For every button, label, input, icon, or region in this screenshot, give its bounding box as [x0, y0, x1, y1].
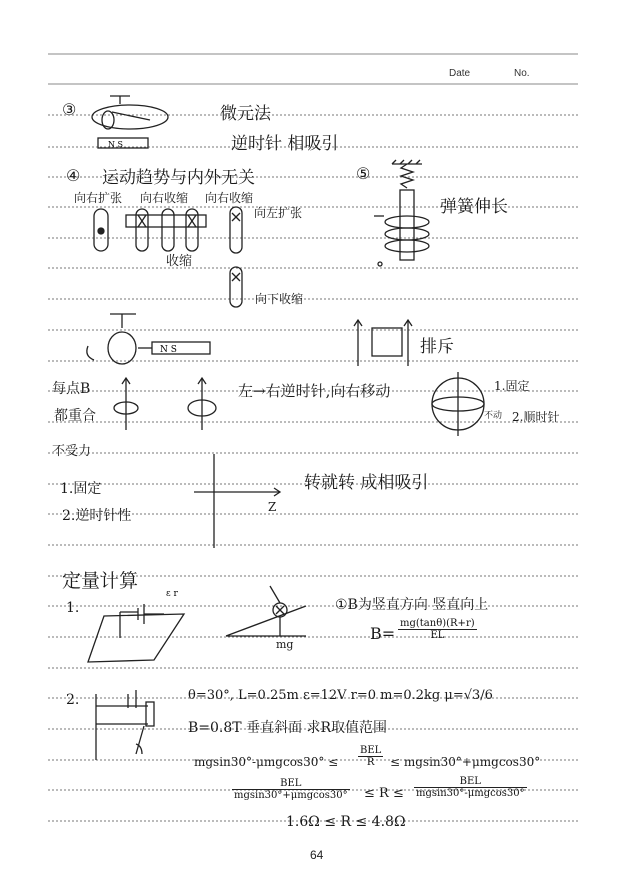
- p2-ineq2-den-b: mgsin30°-μmgcos30°: [416, 788, 525, 799]
- p1-number: 1.: [66, 600, 80, 616]
- p2-ineq2-mid: ≤ R ≤: [364, 786, 404, 801]
- p2-result: 1.6Ω ≤ R ≤ 4.8Ω: [286, 814, 406, 830]
- s2-sphere: [430, 370, 490, 440]
- p2-ineq2-fraction-a: [232, 778, 350, 801]
- item3-magnet: N S: [108, 140, 124, 149]
- s3-axis-label: Z: [268, 500, 277, 514]
- p2-ineq2-num-b: BEL: [414, 776, 527, 788]
- p1-condition: ①B为竖直方向 竖直向上: [335, 597, 489, 613]
- s3-item1: 1.固定: [60, 481, 102, 497]
- p2-given-1: θ=30°, L=0.25m ε=12V r=0 m=0.2kg μ=√3/6: [188, 688, 493, 703]
- item5-number: ⑤: [356, 164, 371, 183]
- item4-label-3: 向右收缩: [205, 191, 254, 205]
- item5-label: 弹簧伸长: [440, 197, 508, 217]
- p1-circuit-label: ε r: [166, 589, 178, 599]
- spring-solenoid-sketch: [368, 160, 438, 272]
- coils-sketch: [88, 205, 258, 315]
- p2-ineq1-fraction: [358, 745, 383, 768]
- item4-title: 运动趋势与内外无关: [102, 168, 255, 188]
- p2-ineq1-num: BEL: [360, 745, 382, 756]
- s2-right-1: 1.固定: [494, 379, 530, 393]
- p1-formula-lhs: B=: [370, 624, 396, 643]
- s2-no-force: 不受力: [52, 444, 92, 459]
- loop-magnet-sketch: [90, 92, 190, 152]
- item4-label-2: 向右收缩: [140, 191, 189, 205]
- repel-loop-sketch: [352, 316, 422, 370]
- s3-item2: 2.逆时针性: [62, 508, 132, 524]
- repel-label: 排斥: [420, 337, 454, 357]
- no-label: No.: [514, 68, 530, 79]
- p1-rails-sketch: [84, 586, 194, 666]
- item4-label-5: 收缩: [166, 254, 193, 269]
- item4-label-1: 向右扩张: [74, 191, 123, 205]
- item4-label-4: 向左扩张: [254, 206, 303, 220]
- item4-number: ④: [66, 166, 81, 185]
- p2-ineq1-right: ≤ mgsin30°+μmgcos30°: [390, 755, 541, 769]
- p1-incline-sketch: [222, 580, 312, 646]
- p2-ineq2-fraction-b: [414, 776, 527, 799]
- p2-ineq2-num-a: BEL: [232, 778, 350, 790]
- s2-right-side: 不动: [484, 411, 503, 421]
- magnet-row-label: N S: [160, 345, 177, 355]
- item3-label: 微元法: [220, 104, 271, 124]
- page-number: 64: [310, 848, 324, 862]
- s2-middle: 左→右逆时针,向右移动: [238, 382, 391, 400]
- quant-title: 定量计算: [62, 570, 139, 592]
- s2-rotation-1: [108, 374, 148, 434]
- p2-given-2: B=0.8T 垂直斜面 求R取值范围: [188, 720, 388, 736]
- p1-formula-den: EL: [430, 630, 445, 641]
- s2-left-bottom: 都重合: [54, 408, 96, 424]
- p1-formula-fraction: [398, 618, 477, 641]
- p1-mg: mg: [276, 638, 294, 651]
- p2-ineq2-den-a: mgsin30°+μmgcos30°: [234, 790, 348, 801]
- item4-label-6: 向下收缩: [255, 292, 304, 306]
- p2-ineq1-left: mgsin30°-μmgcos30° ≤: [194, 755, 339, 769]
- date-label: Date: [449, 68, 471, 79]
- s2-right-2: 2.顺时针: [512, 410, 560, 424]
- item3-number: ③: [62, 100, 77, 119]
- s2-left-top: 每点B: [52, 381, 91, 397]
- ring-magnet-sketch: [80, 310, 220, 370]
- item3-result: 逆时针 相吸引: [231, 134, 339, 154]
- p2-number: 2.: [66, 692, 80, 708]
- s3-result: 转就转 成相吸引: [304, 473, 429, 493]
- p2-ineq1-den: R: [366, 757, 375, 768]
- p1-formula-num: mg(tanθ)(R+r): [400, 618, 475, 629]
- p2-rails-sketch: [88, 686, 168, 766]
- s2-rotation-2: [184, 374, 224, 434]
